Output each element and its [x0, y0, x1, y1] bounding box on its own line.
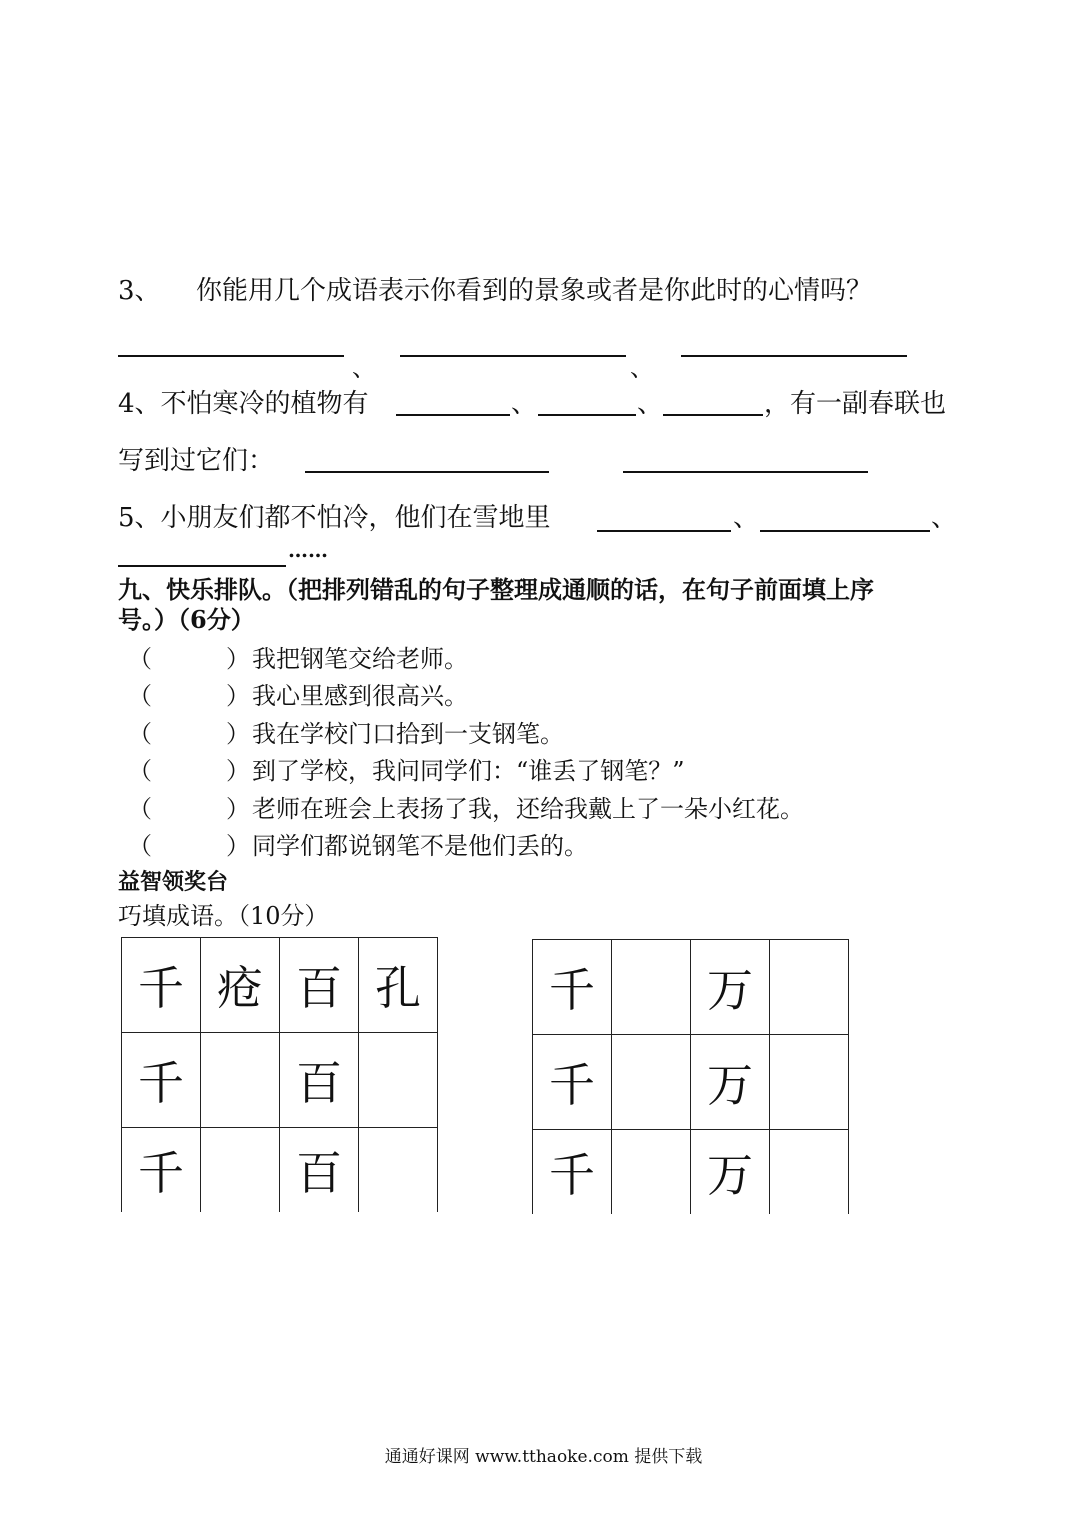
- order-blank-close: ）: [226, 757, 250, 785]
- sentence-text: 我在学校门口拾到一支钢笔。: [252, 720, 564, 748]
- order-blank-close: ）: [226, 832, 250, 860]
- q4-prefix: 4、不怕寒冷的植物有: [118, 389, 369, 419]
- q4-sep-1: 、: [511, 389, 538, 419]
- grid-cell-blank[interactable]: [770, 1130, 849, 1215]
- idiom-grid-left: [121, 937, 438, 1212]
- q4-sep-2: 、: [637, 389, 664, 419]
- q5-prefix: 5、小朋友们都不怕冷，他们在雪地里: [118, 503, 551, 533]
- q5-ellipsis: ……: [288, 538, 328, 562]
- order-blank-open[interactable]: （: [128, 645, 152, 673]
- q5-blank-2[interactable]: [760, 530, 930, 532]
- q4-blank-4[interactable]: [305, 471, 549, 473]
- grid-cell: 千: [122, 1128, 201, 1213]
- section9-title-line2: 号。）（6分）: [118, 605, 255, 634]
- order-blank-close: ）: [226, 720, 250, 748]
- grid-cell: 千: [533, 940, 612, 1035]
- order-blank-close: ）: [226, 645, 250, 673]
- order-blank-close: ）: [226, 682, 250, 710]
- grid-cell-blank[interactable]: [359, 1033, 438, 1128]
- grid-cell-blank[interactable]: [359, 1128, 438, 1213]
- grid-cell: 疮: [201, 938, 280, 1033]
- q3-blank-2[interactable]: [400, 355, 626, 357]
- grid-cell-blank[interactable]: [612, 1130, 691, 1215]
- q4-blank-2[interactable]: [538, 414, 636, 416]
- grid-cell: 千: [533, 1130, 612, 1215]
- q3-blank-1[interactable]: [118, 355, 344, 357]
- grid-cell-blank[interactable]: [201, 1033, 280, 1128]
- order-blank-open[interactable]: （: [128, 682, 152, 710]
- grid-cell: 千: [122, 938, 201, 1033]
- order-blank-open[interactable]: （: [128, 720, 152, 748]
- q3-sep-2: 、: [630, 354, 654, 382]
- grid-cell: 万: [691, 940, 770, 1035]
- grid-cell-blank[interactable]: [612, 1035, 691, 1130]
- order-blank-open[interactable]: （: [128, 795, 152, 823]
- q4-blank-1[interactable]: [396, 414, 510, 416]
- grid-cell: 百: [280, 938, 359, 1033]
- bonus-title: 益智领奖台: [118, 869, 229, 895]
- grid-cell-blank[interactable]: [770, 940, 849, 1035]
- grid-cell: 千: [533, 1035, 612, 1130]
- q4-line2: 写到过它们：: [118, 446, 275, 476]
- q3-question: 你能用几个成语表示你看到的景象或者是你此时的心情吗？: [196, 276, 873, 306]
- q5-blank-3[interactable]: [118, 565, 286, 567]
- grid-cell: 万: [691, 1035, 770, 1130]
- bonus-instruction: 巧填成语。（10分）: [118, 902, 329, 930]
- footer-credit: 通通好课网 www.tthaoke.com 提供下载: [384, 1447, 703, 1467]
- sentence-text: 到了学校，我问同学们：“谁丢了钢笔？”: [252, 757, 685, 785]
- grid-cell: 百: [280, 1033, 359, 1128]
- q5-sep-1: 、: [733, 503, 760, 533]
- sentence-text: 同学们都说钢笔不是他们丢的。: [252, 832, 588, 860]
- q3-sep-1: 、: [352, 354, 376, 382]
- grid-cell: 百: [280, 1128, 359, 1213]
- q4-blank-5[interactable]: [623, 471, 868, 473]
- sentence-text: 我把钢笔交给老师。: [252, 645, 468, 673]
- q3-number: 3、: [118, 276, 161, 306]
- section9-title-line1: 九、快乐排队。（把排列错乱的句子整理成通顺的话，在句子前面填上序: [118, 575, 874, 604]
- order-blank-open[interactable]: （: [128, 757, 152, 785]
- grid-cell: 万: [691, 1130, 770, 1215]
- q4-blank-3[interactable]: [663, 414, 763, 416]
- sentence-text: 我心里感到很高兴。: [252, 682, 468, 710]
- idiom-grid-right: [532, 939, 849, 1214]
- q5-sep-2: 、: [931, 503, 958, 533]
- q3-blank-3[interactable]: [681, 355, 907, 357]
- q5-blank-1[interactable]: [597, 530, 731, 532]
- q4-suffix: ，有一副春联也: [764, 389, 947, 419]
- grid-cell: 孔: [359, 938, 438, 1033]
- grid-cell-blank[interactable]: [612, 940, 691, 1035]
- grid-cell-blank[interactable]: [201, 1128, 280, 1213]
- order-blank-open[interactable]: （: [128, 832, 152, 860]
- sentence-text: 老师在班会上表扬了我，还给我戴上了一朵小红花。: [252, 795, 804, 823]
- grid-cell: 千: [122, 1033, 201, 1128]
- grid-cell-blank[interactable]: [770, 1035, 849, 1130]
- order-blank-close: ）: [226, 795, 250, 823]
